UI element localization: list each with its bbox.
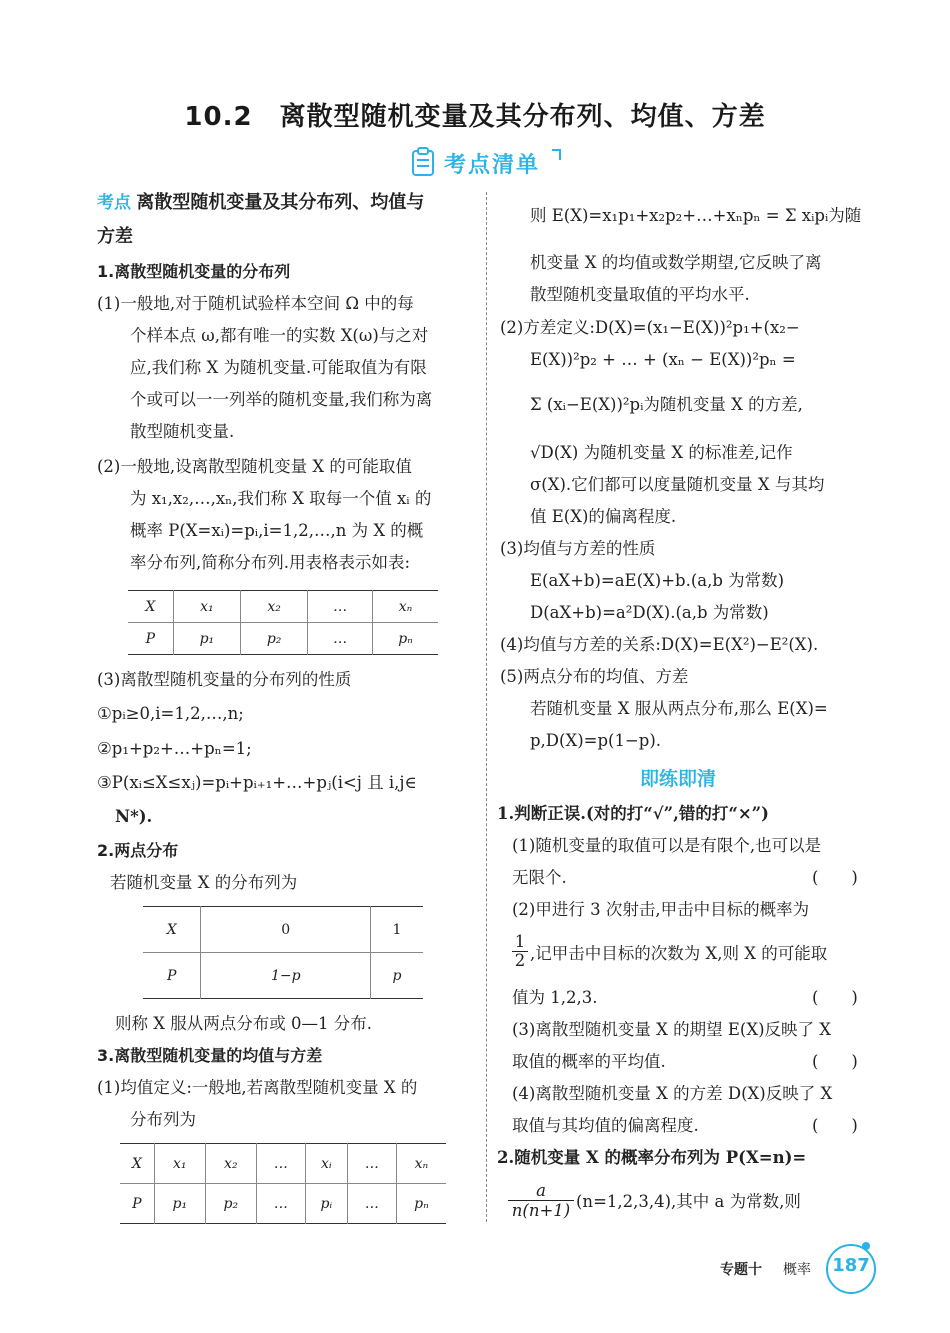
question-2-stem: 2.随机变量 X 的概率分布列为 P(X=n)= (497, 1148, 807, 1167)
table-cell: pₙ (396, 1184, 446, 1224)
table-cell: … (347, 1144, 396, 1184)
table-cell: x₂ (241, 591, 308, 623)
property-line: (3)均值与方差的性质 (500, 539, 656, 558)
footer-chapter: 概率 (783, 1262, 811, 1278)
section-1-heading: 1.离散型随机变量的分布列 (97, 262, 291, 281)
question-line: (2)甲进行 3 次射击,甲击中目标的概率为 (512, 900, 810, 919)
question-1-stem: 1.判断正误.(对的打“√”,错的打“×”) (497, 804, 769, 823)
variance-line: √D(X) 为随机变量 X 的标准差,记作 (530, 443, 793, 462)
question-line: (4)离散型随机变量 X 的方差 D(X)反映了 X (512, 1084, 833, 1103)
property-line: 若随机变量 X 服从两点分布,那么 E(X)= (530, 699, 828, 718)
column-divider (486, 192, 487, 1222)
kaodian-tag: 考点 (97, 193, 131, 213)
question-line: ,记甲击中目标的次数为 X,则 X 的可能取 (530, 944, 828, 963)
table-cell: P (128, 623, 173, 655)
table-cell: X (166, 921, 177, 938)
table-cell: 1−p (201, 953, 371, 999)
fraction (508, 1181, 574, 1220)
table-cell: p₁ (154, 1184, 205, 1224)
variance-line: (2)方差定义:D(X)=(x₁−E(X))²p₁+(x₂− (500, 318, 800, 337)
mean-text-line: 散型随机变量取值的平均水平. (530, 285, 750, 304)
para-1-line: 散型随机变量. (130, 422, 235, 441)
table-cell: … (308, 591, 373, 623)
para-2-line: 率分布列,简称分布列.用表格表示如表: (130, 553, 411, 572)
question-line: 无限个. (512, 868, 567, 887)
property-line: (4)均值与方差的关系:D(X)=E(X²)−E²(X). (500, 635, 819, 654)
table-cell: 0 (201, 907, 371, 953)
table-cell: xₙ (396, 1144, 446, 1184)
question-line: 值为 1,2,3. (512, 988, 598, 1007)
fraction-numerator: 1 (512, 933, 528, 952)
table-cell: P (120, 1184, 154, 1224)
table-cell: p (371, 953, 423, 999)
footer-topic: 专题十 (720, 1262, 762, 1278)
question-line: (3)离散型随机变量 X 的期望 E(X)反映了 X (512, 1020, 832, 1039)
question-line: 取值与其均值的偏离程度. (512, 1116, 699, 1135)
distribution-table-2 (120, 1143, 446, 1224)
para-1-line: 应,我们称 X 为随机变量.可能取值为有限 (130, 358, 427, 377)
question-line: (n=1,2,3,4),其中 a 为常数,则 (576, 1192, 801, 1211)
para-3-line: ②p₁+p₂+…+pₙ=1; (97, 739, 252, 758)
answer-blank[interactable]: ( ) (812, 988, 858, 1007)
para-6-line: (1)均值定义:一般地,若离散型随机变量 X 的 (97, 1078, 418, 1097)
table-cell: p₂ (241, 623, 308, 655)
lianxi-heading: 即练即清 (640, 768, 717, 790)
variance-line: 值 E(X)的偏离程度. (530, 507, 677, 526)
fraction-denominator: n(n+1) (511, 1201, 571, 1220)
para-1-line: 个或可以一一列举的随机变量,我们称为离 (130, 390, 433, 409)
section-2-heading: 2.两点分布 (97, 841, 179, 860)
table-cell: 1 (371, 907, 423, 953)
property-line: D(aX+b)=a²D(X).(a,b 为常数) (530, 603, 769, 622)
para-6-line: 分布列为 (130, 1110, 196, 1129)
para-3-line: N*). (115, 807, 153, 826)
page-number: 187 (832, 1255, 870, 1276)
property-line: (5)两点分布的均值、方差 (500, 667, 689, 686)
table-cell: x₁ (173, 591, 240, 623)
table-cell: x₂ (205, 1144, 256, 1184)
table-cell: pₙ (373, 623, 438, 655)
two-point-table (143, 906, 423, 999)
banner-title: 考点清单 (444, 153, 541, 178)
fraction-denominator: 2 (514, 951, 526, 970)
table-cell: pᵢ (305, 1184, 347, 1224)
distribution-table-1 (128, 590, 438, 655)
kaodian-title-1: 离散型随机变量及其分布列、均值与 (136, 192, 425, 213)
table-cell: p₁ (173, 623, 240, 655)
table-cell: P (143, 953, 201, 999)
section-3-heading: 3.离散型随机变量的均值与方差 (97, 1046, 323, 1065)
variance-line: σ(X).它们都可以度量随机变量 X 与其均 (530, 475, 825, 494)
para-2-line: (2)一般地,设离散型随机变量 X 的可能取值 (97, 457, 412, 476)
kaodian-banner (410, 146, 560, 180)
kaodian-heading (97, 192, 424, 214)
page-title: 10.2 离散型随机变量及其分布列、均值、方差 (184, 102, 766, 132)
para-3-line: (3)离散型随机变量的分布列的性质 (97, 670, 352, 689)
answer-blank[interactable]: ( ) (812, 1116, 858, 1135)
mean-formula-line: 则 E(X)=x₁p₁+x₂p₂+…+xₙpₙ = Σ xᵢpᵢ为随 (530, 206, 862, 225)
table-cell: x₁ (154, 1144, 205, 1184)
variance-line: E(X))²p₂ + … + (xₙ − E(X))²pₙ = (530, 350, 796, 369)
answer-blank[interactable]: ( ) (812, 1052, 858, 1071)
table-cell: … (256, 1184, 305, 1224)
mean-text-line: 机变量 X 的均值或数学期望,它反映了离 (530, 253, 822, 272)
table-cell: … (308, 623, 373, 655)
answer-blank[interactable]: ( ) (812, 868, 858, 887)
para-3-line: ①pᵢ≥0,i=1,2,…,n; (97, 704, 244, 723)
table-cell: X (145, 598, 156, 615)
kaodian-title-2: 方差 (97, 226, 133, 247)
para-1-line: 个样本点 ω,都有唯一的实数 X(ω)与之对 (130, 326, 429, 345)
para-4: 若随机变量 X 的分布列为 (110, 873, 298, 892)
banner-corner-icon (550, 148, 562, 162)
table-cell: xₙ (373, 591, 438, 623)
badge-dot-icon (862, 1242, 870, 1250)
para-2-line: 为 x₁,x₂,…,xₙ,我们称 X 取每一个值 xᵢ 的 (130, 489, 432, 508)
table-cell: p₂ (205, 1184, 256, 1224)
para-2-line: 概率 P(X=xᵢ)=pᵢ,i=1,2,…,n 为 X 的概 (130, 521, 424, 540)
para-5: 则称 X 服从两点分布或 0—1 分布. (115, 1014, 372, 1033)
variance-line: Σ (xᵢ−E(X))²pᵢ为随机变量 X 的方差, (530, 395, 803, 414)
clipboard-icon (410, 147, 440, 179)
property-line: p,D(X)=p(1−p). (530, 731, 662, 750)
para-3-line: ③P(xᵢ≤X≤xⱼ)=pᵢ+pᵢ₊₁+…+pⱼ(i<j 且 i,j∈ (97, 773, 417, 792)
table-cell: xᵢ (305, 1144, 347, 1184)
fraction (512, 933, 528, 970)
table-cell: X (131, 1155, 142, 1172)
table-cell: … (347, 1184, 396, 1224)
question-line: (1)随机变量的取值可以是有限个,也可以是 (512, 836, 822, 855)
fraction-numerator: a (508, 1181, 574, 1201)
question-line: 取值的概率的平均值. (512, 1052, 666, 1071)
para-1-line: (1)一般地,对于随机试验样本空间 Ω 中的每 (97, 294, 414, 313)
property-line: E(aX+b)=aE(X)+b.(a,b 为常数) (530, 571, 785, 590)
table-cell: … (256, 1144, 305, 1184)
